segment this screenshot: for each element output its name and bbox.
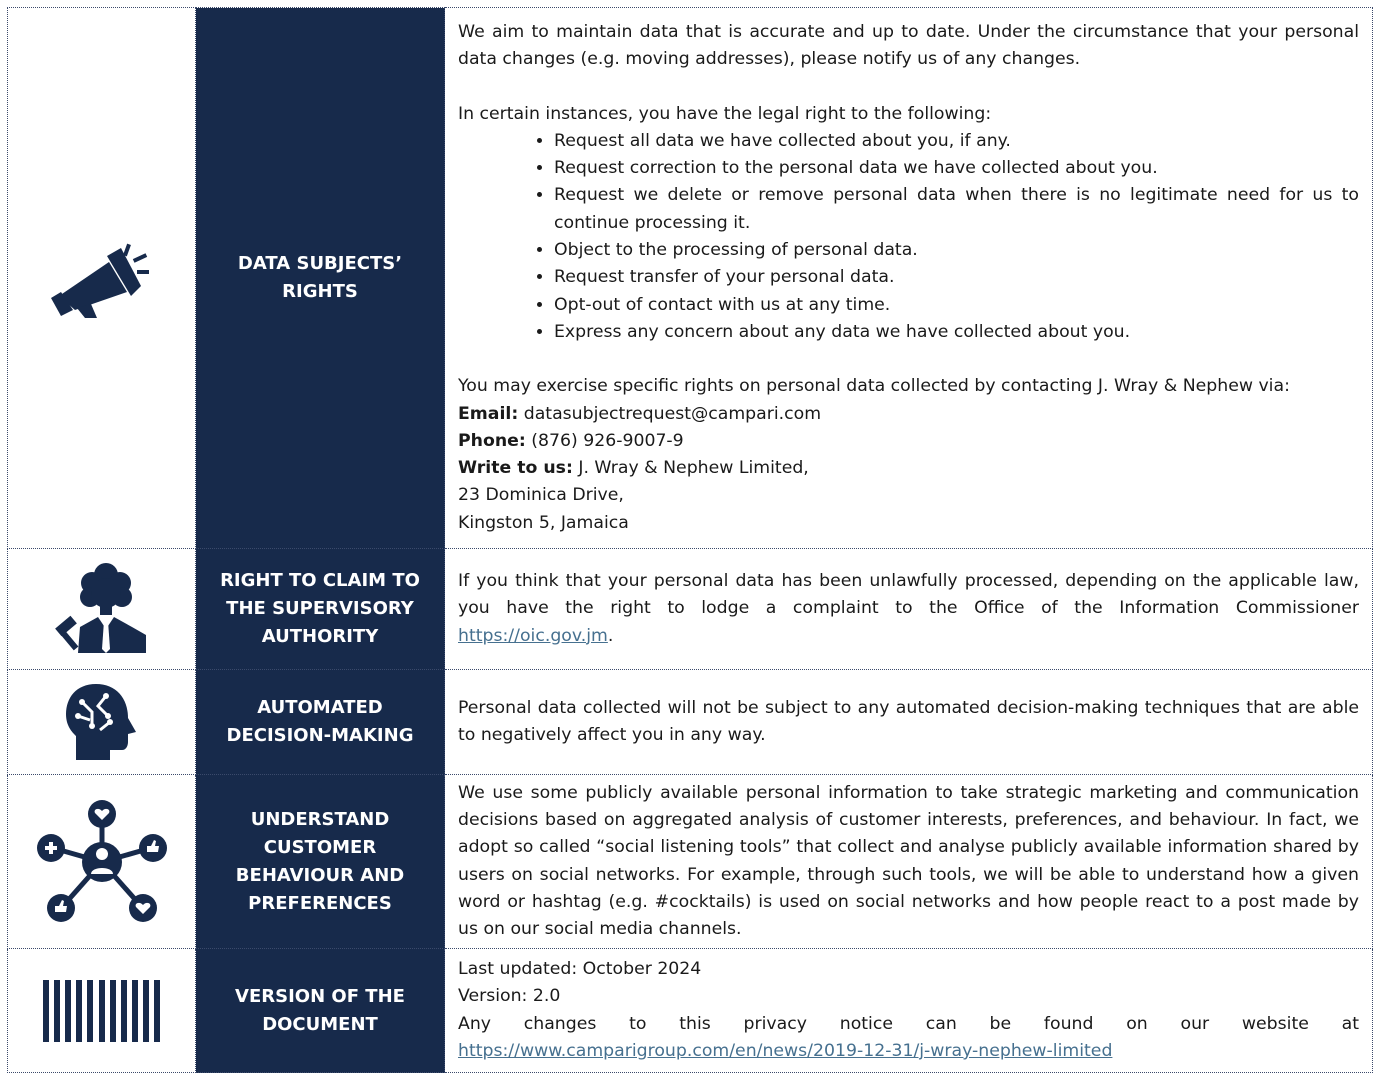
row-content [445,8,1373,549]
address-line [458,455,1359,482]
row-label: RIGHT TO CLAIM TO THE SUPERVISORY AUTHORITY [196,549,445,670]
last-updated: Last updated: October 2024 [458,958,702,979]
row-label: VERSION OF THE DOCUMENT [196,949,445,1073]
row-label: DATA SUBJECTS’ RIGHTS [196,8,445,549]
list-item: • Request all data we have collected about you, if any. [554,128,1359,155]
supervisory-period: . [607,625,614,646]
rights-list-intro: In certain instances, you have the legal right to the following: [458,103,992,124]
phone-line [458,428,1359,455]
row-label: UNDERSTAND CUSTOMER BEHAVIOUR AND PREFERENCES [196,775,445,949]
ai-head-icon [62,682,142,762]
row-content [445,670,1373,775]
automated-text: Personal data collected will not be subject to any automated decision-making techniques that are able to negatively affect you in any way. [458,697,1359,745]
list-item: • Opt-out of contact with us at any time. [554,292,1359,319]
phone-label: Phone: [458,430,526,451]
list-item: • Object to the processing of personal data. [554,237,1359,264]
table-row-supervisory [8,549,1373,670]
judge-gavel-icon [52,563,152,655]
table-row-automated [8,670,1373,775]
oic-link[interactable]: https://oic.gov.jm [458,625,608,646]
address-line-2: 23 Dominica Drive, [458,485,624,506]
supervisory-text [458,568,1359,650]
phone-value: (876) 926-9007-9 [525,430,684,451]
row-content [445,775,1373,949]
privacy-notice-table [7,7,1373,1073]
rights-list [458,128,1359,346]
icon-cell [8,8,196,549]
email-line [458,401,1359,428]
row-content [445,549,1373,670]
campari-link[interactable]: https://www.camparigroup.com/en/news/2019-12-31/j-wray-nephew-limited [458,1040,1113,1061]
contact-intro: You may exercise specific rights on personal data collected by contacting J. Wray & Nephew via: [458,376,1290,397]
list-item: • Request transfer of your personal data. [554,264,1359,291]
icon-cell [8,949,196,1073]
list-item: • Request correction to the personal data we have collected about you. [554,155,1359,182]
icon-cell [8,775,196,949]
behaviour-text: We use some publicly available personal information to take strategic marketing and communication decisions based on aggregated analysis of customer interests, preferences, and behaviour. In fact, we adopt so called “social listening tools” that collect and analyse publicly available information shared by users on social networks. For example, through such tools, we will be able to understand how a given word or hashtag (e.g. #cocktails) is used on social networks and how people react to a post made by us on our social media channels. [458,782,1359,940]
row-label: AUTOMATED DECISION-MAKING [196,670,445,775]
write-value: J. Wray & Nephew Limited, [572,458,809,479]
table-row-version [8,949,1373,1073]
write-label: Write to us: [458,458,573,479]
row-content [445,949,1373,1073]
email-label: Email: [458,403,519,424]
table-row-behaviour [8,775,1373,949]
supervisory-body: If you think that your personal data has been unlawfully processed, depending on the applicable law, you have the right to lodge a complaint to the Office of the Information Commissioner [458,571,1359,619]
icon-cell [8,670,196,775]
address-line-3: Kingston 5, Jamaica [458,512,629,533]
icon-cell [8,549,196,670]
website-line [458,1038,1359,1065]
barcode-icon [43,980,161,1042]
list-item: • Express any concern about any data we have collected about you. [554,319,1359,346]
table-row-rights [8,8,1373,549]
list-item: • Request we delete or remove personal data when there is no legitimate need for us to continue processing it. [554,182,1359,237]
social-network-icon [37,800,167,924]
version-number: Version: 2.0 [458,986,561,1007]
changes-text: Any changes to this privacy notice can be found on our website at [458,1013,1359,1034]
rights-intro: We aim to maintain data that is accurate and up to date. Under the circumstance that your personal data changes (e.g. moving addresses), please notify us of any changes. [458,21,1359,70]
megaphone-icon [47,238,157,318]
email-value: datasubjectrequest@campari.com [518,403,822,424]
